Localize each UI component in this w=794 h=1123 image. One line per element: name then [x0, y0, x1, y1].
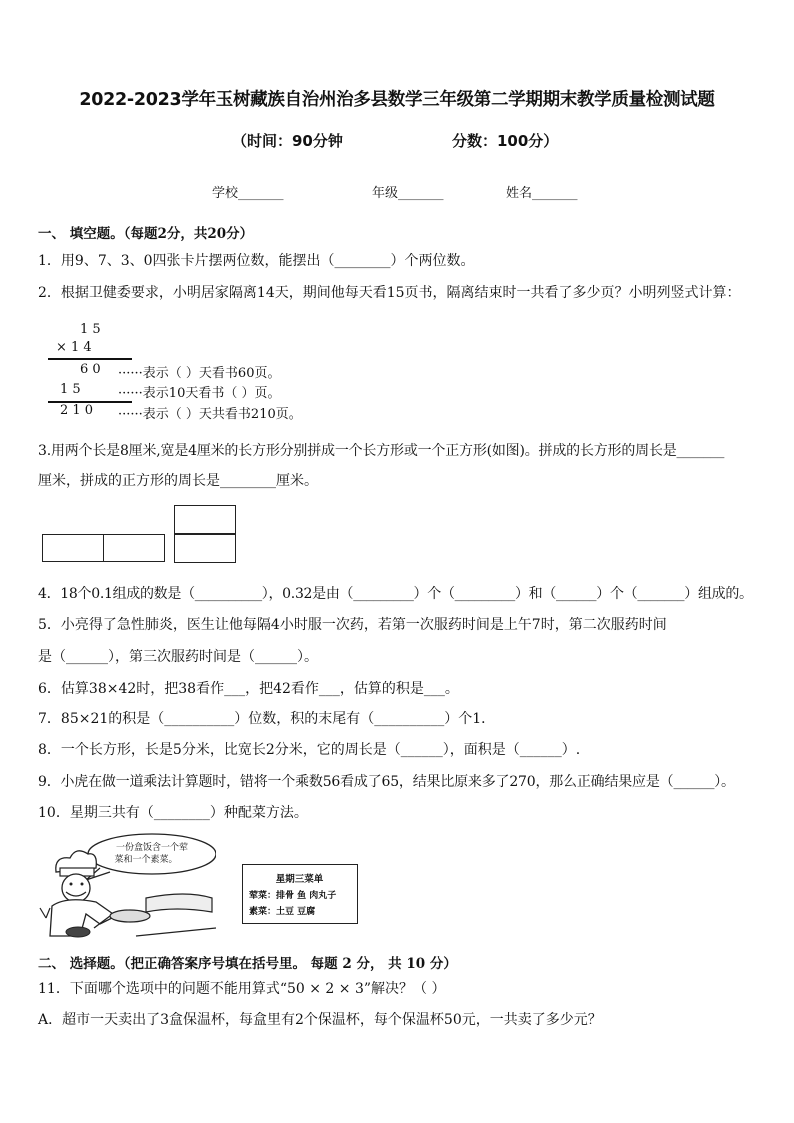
calc-row-5: 2 1 0	[60, 403, 94, 418]
question-11-option-a: A．超市一天卖出了3盒保温杯，每盒里有2个保温杯，每个保温杯50元，一共卖了多少元？	[38, 1012, 602, 1028]
school-field: 学校_______	[212, 186, 284, 201]
question-9: 9．小虎在做一道乘法计算题时，错将一个乘数56看成了65，结果比原来多了270，那么正确结果应是（______）。	[38, 774, 735, 790]
question-5: 5．小亮得了急性肺炎，医生让他每隔4小时服一次药，若第一次服药时间是上午7时，第二次服药时间	[38, 617, 667, 633]
rect-right	[103, 534, 165, 562]
calc-rule-1	[48, 358, 132, 360]
rect-left	[42, 534, 104, 562]
question-7: 7．85×21的积是（__________）位数，积的末尾有（__________）个1．	[38, 711, 496, 727]
calc-row-5-note: ······表示（ ）天共看书210页。	[118, 407, 302, 422]
question-1: 1．用9、7、3、0四张卡片摆两位数，能摆出（________）个两位数。	[38, 253, 475, 269]
question-4: 4．18个0.1组成的数是（__________），0.32是由（_________）个（_________）和（______）个（_______）组成的。	[38, 586, 753, 602]
time-limit: （时间：90分钟	[232, 132, 343, 150]
question-3-cont: 厘米，拼成的正方形的周长是________厘米。	[38, 473, 318, 489]
section-2-heading: 二、 选择题。（把正确答案序号填在括号里。 每题 2 分， 共 10 分）	[38, 956, 457, 972]
calc-row-4: 1 5	[60, 382, 81, 397]
question-3: 3.用两个长是8厘米,宽是4厘米的长方形分别拼成一个长方形或一个正方形(如图)。拼成的长方形的周长是_______	[38, 443, 725, 459]
question-8: 8．一个长方形，长是5分米，比宽长2分米，它的周长是（______），面积是（______）.	[38, 742, 581, 758]
calc-row-2: × 1 4	[56, 340, 92, 355]
menu-meat: 荤菜：排骨 鱼 肉丸子	[249, 891, 337, 901]
page-title: 2022-2023学年玉树藏族自治州治多县数学三年级第二学期期末教学质量检测试题	[79, 90, 715, 110]
menu-title: 星期三菜单	[275, 874, 324, 885]
question-10: 10．星期三共有（________）种配菜方法。	[38, 805, 308, 821]
chef-illustration	[36, 832, 216, 944]
calc-row-3-note: ······表示（ ）天看书60页。	[118, 366, 281, 381]
question-11: 11．下面哪个选项中的问题不能用算式“50 × 2 × 3”解决？（ ）	[38, 981, 446, 997]
grade-field: 年级_______	[372, 186, 444, 201]
square-bottom	[174, 533, 236, 563]
question-5-cont: 是（______），第三次服药时间是（______）。	[38, 649, 318, 665]
total-score: 分数：100分）	[452, 132, 559, 150]
bubble-text-line-1: 一份盒饭含一个荤	[115, 843, 189, 853]
name-field: 姓名_______	[506, 186, 578, 201]
bubble-text-line-2: 菜和一个素菜。	[114, 855, 178, 865]
calc-row-1: 1 5	[80, 322, 101, 337]
calc-row-4-note: ······表示10天看书（ ）页。	[118, 386, 281, 401]
square-top	[174, 505, 236, 535]
question-6: 6．估算38×42时，把38看作___，把42看作___，估算的积是___。	[38, 681, 459, 697]
question-2: 2．根据卫健委要求，小明居家隔离14天，期间他每天看15页书，隔离结束时一共看了多少页？小明列竖式计算：	[38, 285, 741, 301]
menu-board	[242, 864, 358, 924]
menu-veg: 素菜：土豆 豆腐	[249, 907, 316, 917]
calc-row-3: 6 0	[80, 362, 101, 377]
section-1-heading: 一、 填空题。（每题2分，共20分）	[38, 226, 254, 242]
